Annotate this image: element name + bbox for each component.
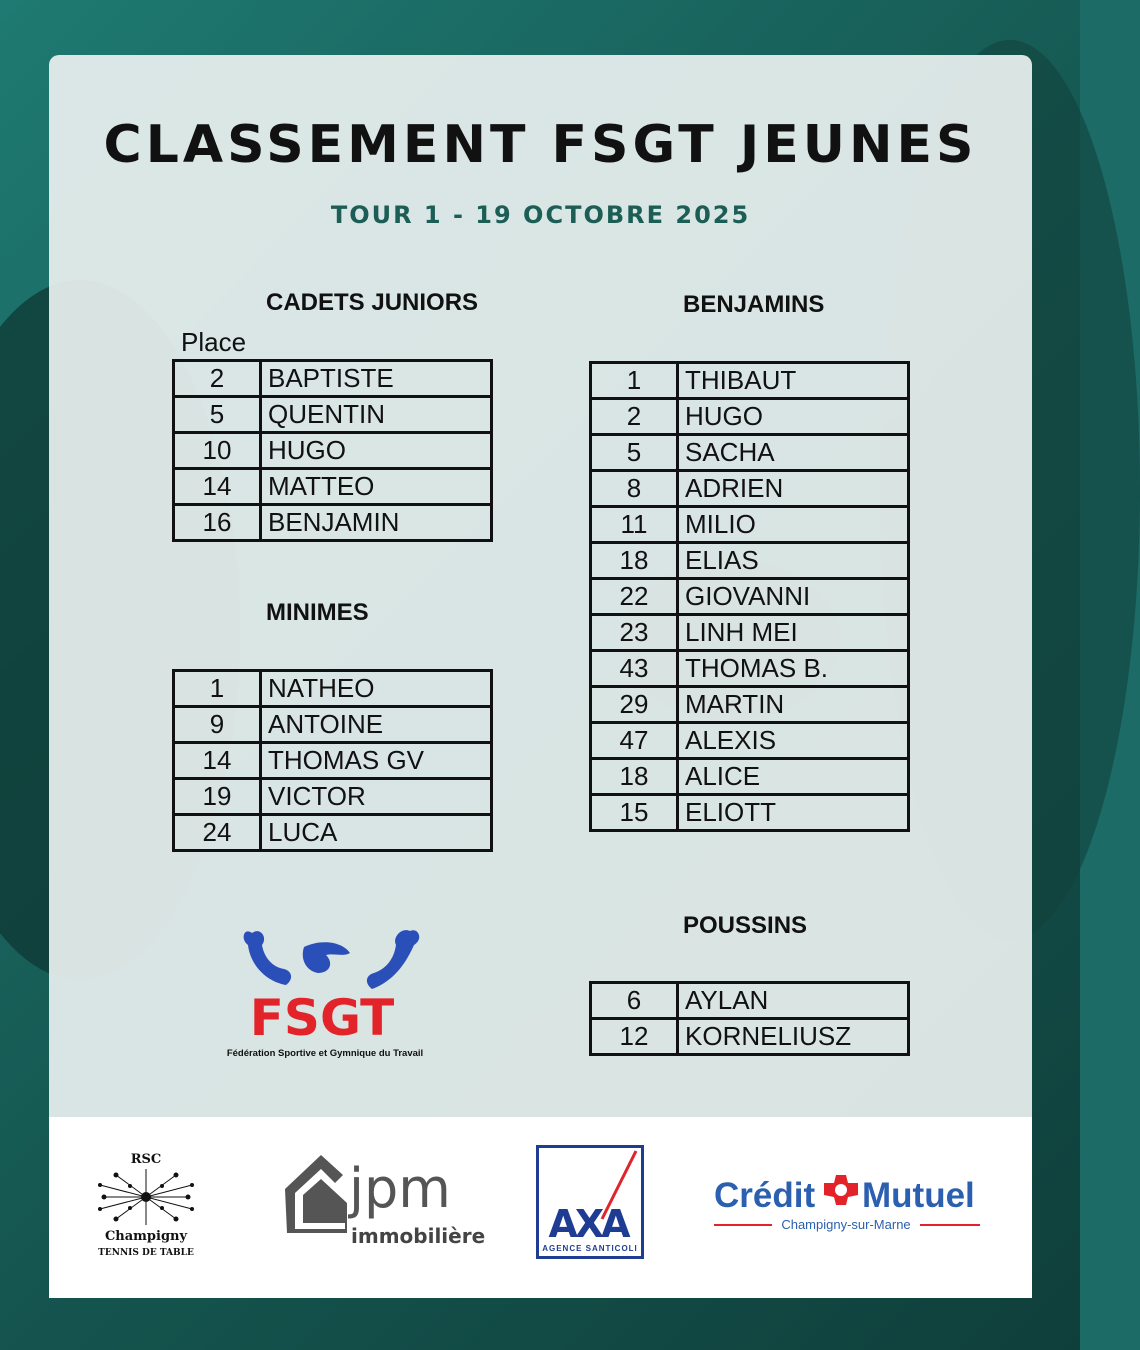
table-row (174, 815, 492, 851)
table-row (591, 543, 909, 579)
page-title: CLASSEMENT FSGT JEUNES (103, 115, 978, 175)
table-row (591, 579, 909, 615)
axa-agence-text: AGENCE SANTICOLI (542, 1244, 638, 1253)
table-row (174, 779, 492, 815)
name-cell: VICTOR (261, 779, 492, 815)
name-cell: MILIO (678, 507, 909, 543)
table-row (591, 615, 909, 651)
table-row (174, 433, 492, 469)
place-cell: 47 (591, 723, 678, 759)
name-cell: ELIAS (678, 543, 909, 579)
champigny-sur-marne-text: Champigny-sur-Marne (781, 1217, 911, 1232)
table-row (591, 983, 909, 1019)
table-row (591, 399, 909, 435)
cadets-juniors-table (172, 359, 493, 542)
place-cell: 24 (174, 815, 261, 851)
credit-mutuel-logo (712, 1169, 988, 1239)
mutuel-text: Mutuel (862, 1176, 975, 1215)
name-cell: LUCA (261, 815, 492, 851)
place-cell: 9 (174, 707, 261, 743)
table-row (174, 397, 492, 433)
section-title-minimes: MINIMES (266, 599, 369, 626)
table-row (591, 363, 909, 399)
name-cell: MATTEO (261, 469, 492, 505)
place-cell: 1 (174, 671, 261, 707)
fsgt-text: FSGT (249, 989, 395, 1047)
ranking-card (49, 55, 1032, 1298)
rsc-text: RSC (130, 1152, 162, 1167)
table-row (591, 1019, 909, 1055)
fsgt-caption: Fédération Sportive et Gymnique du Travail (226, 1048, 424, 1059)
place-cell: 43 (591, 651, 678, 687)
name-cell: ALICE (678, 759, 909, 795)
table-row (591, 651, 909, 687)
fsgt-figures-icon (244, 930, 420, 989)
place-cell: 11 (591, 507, 678, 543)
name-cell: NATHEO (261, 671, 492, 707)
rsc-tennis-text: TENNIS DE TABLE (98, 1248, 194, 1258)
table-row (591, 795, 909, 831)
name-cell: KORNELIUSZ (678, 1019, 909, 1055)
credit-mutuel-cross-icon (824, 1175, 858, 1205)
minimes-table (172, 669, 493, 852)
section-title-cadets-juniors: CADETS JUNIORS (266, 289, 479, 316)
benjamins-table (589, 361, 910, 832)
table-row (591, 507, 909, 543)
place-cell: 5 (591, 435, 678, 471)
table-row (174, 469, 492, 505)
place-cell: 14 (174, 469, 261, 505)
place-cell: 18 (591, 759, 678, 795)
name-cell: HUGO (678, 399, 909, 435)
house-icon (285, 1155, 347, 1233)
name-cell: LINH MEI (678, 615, 909, 651)
rsc-champigny-logo (94, 1147, 204, 1259)
section-title-benjamins: BENJAMINS (683, 291, 825, 318)
rsc-champigny-text: Champigny (104, 1229, 188, 1244)
name-cell: THOMAS B. (678, 651, 909, 687)
name-cell: ADRIEN (678, 471, 909, 507)
place-cell: 14 (174, 743, 261, 779)
place-cell: 23 (591, 615, 678, 651)
name-cell: ELIOTT (678, 795, 909, 831)
table-row (591, 435, 909, 471)
poussins-table (589, 981, 910, 1056)
place-cell: 15 (591, 795, 678, 831)
page-subtitle: TOUR 1 - 19 OCTOBRE 2025 (330, 201, 751, 229)
place-cell: 5 (174, 397, 261, 433)
place-cell: 2 (591, 399, 678, 435)
name-cell: BAPTISTE (261, 361, 492, 397)
table-row (591, 687, 909, 723)
place-cell: 22 (591, 579, 678, 615)
immobiliere-text: immobilière (351, 1224, 486, 1248)
place-cell: 12 (591, 1019, 678, 1055)
axa-logo (536, 1145, 644, 1259)
place-cell: 6 (591, 983, 678, 1019)
name-cell: THIBAUT (678, 363, 909, 399)
axa-text: AXA (548, 1202, 628, 1246)
fsgt-wordmark (227, 989, 423, 1059)
name-cell: BENJAMIN (261, 505, 492, 541)
name-cell: THOMAS GV (261, 743, 492, 779)
place-cell: 18 (591, 543, 678, 579)
sponsors-bar (49, 1117, 1032, 1298)
table-row (174, 361, 492, 397)
jpm-immobiliere-logo (281, 1149, 486, 1255)
credit-text: Crédit (714, 1176, 816, 1215)
name-cell: SACHA (678, 435, 909, 471)
place-cell: 19 (174, 779, 261, 815)
name-cell: AYLAN (678, 983, 909, 1019)
place-cell: 29 (591, 687, 678, 723)
name-cell: ANTOINE (261, 707, 492, 743)
place-cell: 2 (174, 361, 261, 397)
section-title-poussins: POUSSINS (683, 912, 808, 939)
name-cell: ALEXIS (678, 723, 909, 759)
place-column-label: Place (181, 327, 247, 357)
place-cell: 16 (174, 505, 261, 541)
fsgt-logo (226, 923, 424, 1063)
name-cell: MARTIN (678, 687, 909, 723)
table-row (174, 707, 492, 743)
place-cell: 1 (591, 363, 678, 399)
jpm-text: jpm (349, 1157, 451, 1220)
table-row (591, 723, 909, 759)
name-cell: QUENTIN (261, 397, 492, 433)
table-row (174, 671, 492, 707)
place-cell: 10 (174, 433, 261, 469)
name-cell: HUGO (261, 433, 492, 469)
table-row (591, 759, 909, 795)
table-row (174, 505, 492, 541)
place-cell: 8 (591, 471, 678, 507)
table-row (591, 471, 909, 507)
name-cell: GIOVANNI (678, 579, 909, 615)
table-row (174, 743, 492, 779)
